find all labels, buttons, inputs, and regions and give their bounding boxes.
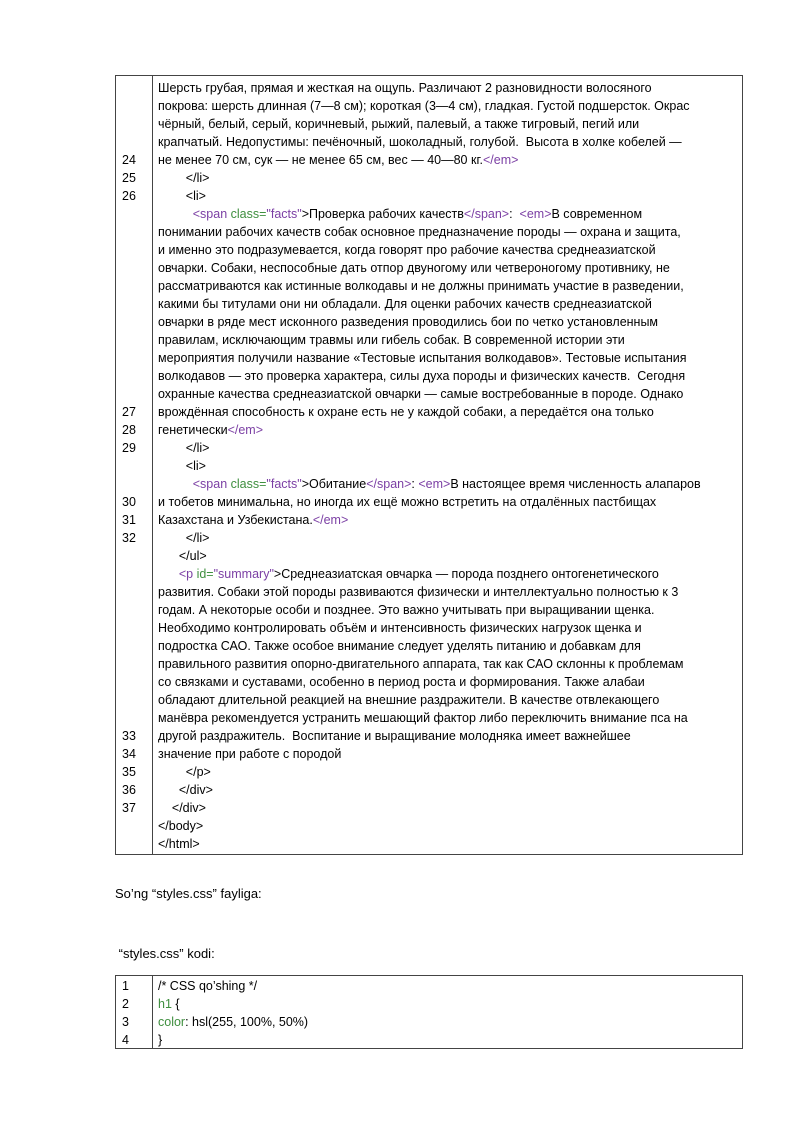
- code-token: Казахстана и Узбекистана.: [158, 513, 313, 527]
- code-line: [158, 583, 738, 601]
- code-token: рассматриваются как истинные волкодавы и не должны принимать участие в разведении,: [158, 279, 684, 293]
- code-line: [158, 331, 738, 349]
- code-token: <p: [178, 567, 197, 581]
- code-line: [158, 97, 738, 115]
- code-token: со связками и суставами, особенно в период роста и формирования. Также алабаи: [158, 675, 645, 689]
- code-token: годам. А некоторые особи и позднее. Это важно учитывать при выращивании щенка.: [158, 603, 655, 617]
- code-token: </p>: [185, 765, 211, 779]
- line-number: 1: [122, 979, 129, 993]
- line-number: 25: [122, 171, 136, 185]
- code-token: <span: [192, 477, 231, 491]
- line-number: 37: [122, 801, 136, 815]
- code-token: чёрный, белый, серый, коричневый, рыжий, палевый, а также тигровый, пегий или: [158, 117, 640, 131]
- code-table-css: [115, 975, 743, 1049]
- code-token: охранные качества среднеазиатской овчарки — самые востребованные в породе. Однако: [158, 387, 684, 401]
- code-token: овчарки в ряде мест исконного разведения проводились бои по четко установленным: [158, 315, 659, 329]
- code-token: правилам, исключающим травмы или гибель собак. В современной истории эти: [158, 333, 625, 347]
- code-token: </em>: [482, 153, 519, 167]
- code-line: [158, 277, 738, 295]
- code-token: </li>: [185, 441, 210, 455]
- line-number: 2: [122, 997, 129, 1011]
- code-line: [158, 79, 738, 97]
- code-line: [158, 421, 738, 439]
- line-number: 33: [122, 729, 136, 743]
- line-number: 35: [122, 765, 136, 779]
- code-line: [158, 349, 738, 367]
- code-token: class=: [230, 477, 267, 491]
- line-number: 36: [122, 783, 136, 797]
- code-token: </span>: [463, 207, 510, 221]
- code-token: </div>: [178, 783, 213, 797]
- code-token: }: [158, 1033, 163, 1047]
- code-token: генетически: [158, 423, 228, 437]
- code-token: /* CSS qo’shing */: [158, 979, 258, 993]
- line-number: 30: [122, 495, 136, 509]
- code-line: [158, 367, 738, 385]
- line-number: 29: [122, 441, 136, 455]
- code-line: [158, 565, 738, 583]
- code-column: [153, 976, 742, 1048]
- code-line: [158, 511, 738, 529]
- code-token: </body>: [158, 819, 204, 833]
- code-token: <li>: [185, 189, 206, 203]
- code-token: "facts": [266, 477, 302, 491]
- code-token: </em>: [227, 423, 263, 437]
- line-number: 32: [122, 531, 136, 545]
- code-token: правильного развития опорно-двигательного аппарата, так как САО склонны к проблемам: [158, 657, 684, 671]
- code-line: [158, 745, 738, 763]
- code-line: [158, 995, 738, 1013]
- code-token: >Обитание: [301, 477, 367, 491]
- code-column: [153, 76, 742, 854]
- code-token: >Проверка рабочих качеств: [301, 207, 464, 221]
- code-line: [158, 439, 738, 457]
- code-token: подростка САО. Также особое внимание следует уделять питанию и добавкам для: [158, 639, 641, 653]
- code-token: не менее 70 см, сук — не менее 65 см, вес — 40—80 кг.: [158, 153, 483, 167]
- code-line: [158, 817, 738, 835]
- code-token: </div>: [171, 801, 206, 815]
- code-line: [158, 169, 738, 187]
- code-token: врождённая способность к охране есть не у каждой собаки, а передаётся она только: [158, 405, 654, 419]
- code-line: [158, 547, 738, 565]
- line-number: 24: [122, 153, 136, 167]
- line-number: 31: [122, 513, 136, 527]
- code-token: id=: [196, 567, 214, 581]
- code-line: [158, 691, 738, 709]
- code-line: [158, 223, 738, 241]
- code-line: [158, 655, 738, 673]
- code-line: [158, 241, 738, 259]
- code-line: [158, 295, 738, 313]
- code-token: какими бы титулами они ни обладали. Для оценки рабочих качеств среднеазиатской: [158, 297, 652, 311]
- code-table-html: [115, 75, 743, 855]
- code-token: "summary": [213, 567, 274, 581]
- code-token: овчарки. Собаки, неспособные дать отпор двуногому или четвероногому противнику, не: [158, 261, 670, 275]
- code-token: Шерсть грубая, прямая и жесткая на ощупь. Различают 2 разновидности волосяного: [158, 81, 652, 95]
- code-line: [158, 709, 738, 727]
- code-token: </li>: [185, 531, 210, 545]
- code-token: </em>: [312, 513, 349, 527]
- code-line: [158, 151, 738, 169]
- code-line: [158, 313, 738, 331]
- code-token: >Среднеазиатская овчарка — порода позднего онтогенетического: [273, 567, 659, 581]
- line-number: 34: [122, 747, 136, 761]
- code-token: волкодавов — это проверка характера, силы духа породы и физических качеств. Сегодня: [158, 369, 686, 383]
- code-token: мероприятия получили название «Тестовые испытания волкодавов». Тестовые испытания: [158, 351, 687, 365]
- code-token: </li>: [185, 171, 210, 185]
- code-token: обладают длительной реакцией на внешние раздражители. В качестве отвлекающего: [158, 693, 660, 707]
- code-token: развития. Собаки этой породы развиваются физически и интеллектуально полностью к 3: [158, 585, 679, 599]
- code-line: [158, 403, 738, 421]
- code-token: понимании рабочих качеств собак основное предназначение породы — охрана и защита,: [158, 225, 681, 239]
- code-line: [158, 781, 738, 799]
- code-token: Необходимо контролировать объём и интенсивность физических нагрузок щенка и: [158, 621, 642, 635]
- code-line: [158, 799, 738, 817]
- code-token: {: [171, 997, 180, 1011]
- code-token: :: [509, 207, 520, 221]
- code-line: [158, 1031, 738, 1049]
- code-token: </html>: [158, 837, 200, 851]
- code-line: [158, 637, 738, 655]
- code-token: <li>: [185, 459, 206, 473]
- code-line: [158, 763, 738, 781]
- code-line: [158, 835, 738, 853]
- code-token: h1: [158, 997, 172, 1011]
- code-token: покрова: шерсть длинная (7—8 см); короткая (3—4 см), гладкая. Густой подшерсток. Окрас: [158, 99, 690, 113]
- code-line: [158, 259, 738, 277]
- code-token: </span>: [366, 477, 412, 491]
- code-line: [158, 205, 738, 223]
- paragraph-styles-code-label: “styles.css” kodi:: [115, 946, 215, 961]
- code-line: [158, 619, 738, 637]
- code-token: крапчатый. Недопустимы: печёночный, шоколадный, голубой. Высота в холке кобелей —: [158, 135, 682, 149]
- line-number: 26: [122, 189, 136, 203]
- code-token: <em>: [519, 207, 552, 221]
- code-token: :: [411, 477, 419, 491]
- code-line: [158, 187, 738, 205]
- code-token: "facts": [266, 207, 302, 221]
- code-token: <em>: [418, 477, 451, 491]
- code-line: [158, 457, 738, 475]
- code-token: другой раздражитель. Воспитание и выращивание молодняка имеет важнейшее: [158, 729, 631, 743]
- code-line: [158, 727, 738, 745]
- code-line: [158, 977, 738, 995]
- line-number: 4: [122, 1033, 129, 1047]
- paragraph-styles-intro: So’ng “styles.css” fayliga:: [115, 886, 262, 901]
- code-token: В настоящее время численность алапаров: [450, 477, 701, 491]
- line-number: 3: [122, 1015, 129, 1029]
- line-number: 28: [122, 423, 136, 437]
- code-line: [158, 493, 738, 511]
- code-line: [158, 529, 738, 547]
- line-number-column: [116, 76, 153, 854]
- code-token: манёвра рекомендуется устранить мешающий фактор либо переключить внимание пса на: [158, 711, 688, 725]
- code-token: и тобетов минимальна, но иногда их ещё можно встретить на отдалённых пастбищах: [158, 495, 657, 509]
- code-token: : hsl(255, 100%, 50%): [185, 1015, 309, 1029]
- code-token: В современном: [551, 207, 643, 221]
- code-line: [158, 673, 738, 691]
- code-token: и именно это подразумевается, когда говорят про рабочие качества среднеазиатской: [158, 243, 656, 257]
- code-line: [158, 475, 738, 493]
- code-line: [158, 385, 738, 403]
- code-line: [158, 133, 738, 151]
- code-token: class=: [230, 207, 267, 221]
- line-number: 27: [122, 405, 136, 419]
- code-token: значение при работе с породой: [158, 747, 342, 761]
- code-line: [158, 115, 738, 133]
- code-token: </ul>: [178, 549, 207, 563]
- code-token: color: [158, 1015, 186, 1029]
- code-line: [158, 1013, 738, 1031]
- line-number-column: [116, 976, 153, 1048]
- code-line: [158, 601, 738, 619]
- code-token: <span: [192, 207, 231, 221]
